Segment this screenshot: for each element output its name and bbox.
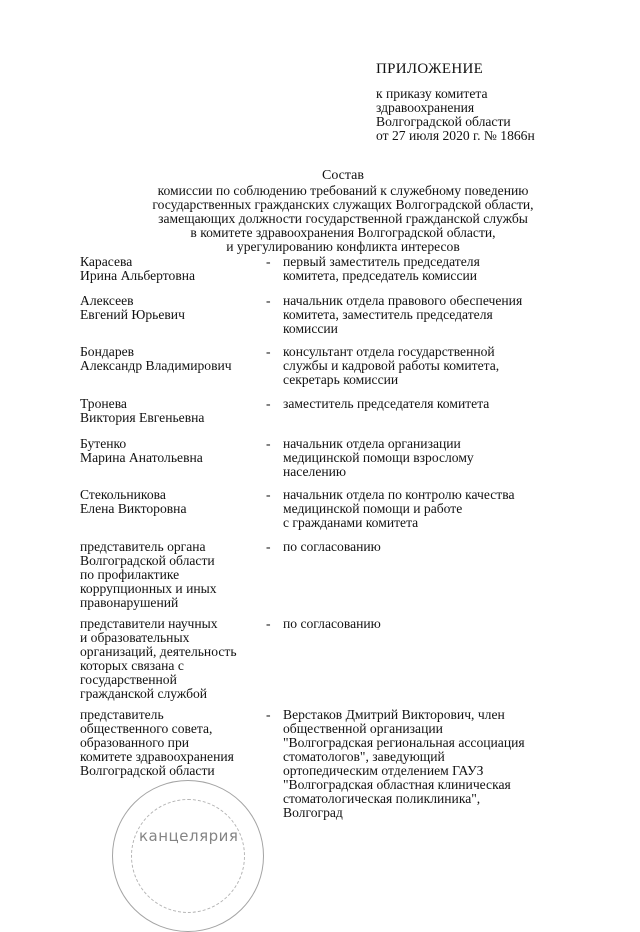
member-position: [283, 294, 562, 336]
composition-line: и урегулированию конфликта интересов: [226, 239, 460, 254]
position-line: "Волгоградская региональная ассоциация: [283, 735, 525, 750]
name-line: государственной: [80, 672, 177, 687]
name-line: представитель органа: [80, 539, 206, 554]
dash: -: [266, 487, 271, 502]
composition-heading: [60, 168, 626, 254]
appendix-line: здравоохранения: [376, 100, 475, 115]
member-position: [283, 617, 562, 631]
appendix-line: к приказу комитета: [376, 86, 488, 101]
name-line: организаций, деятельность: [80, 644, 237, 659]
appendix-line: Волгоградской области: [376, 114, 511, 129]
composition-line: комиссии по соблюдению требований к служебному поведению: [157, 183, 529, 198]
dash: -: [266, 616, 271, 631]
position-line: заместитель председателя комитета: [283, 396, 490, 411]
name-line: комитете здравоохранения: [80, 749, 234, 764]
member-position: [283, 437, 562, 479]
position-line: медицинской помощи взрослому: [283, 450, 474, 465]
name-line: общественного совета,: [80, 721, 213, 736]
name-line: Бутенко: [80, 436, 127, 451]
member-position: [283, 540, 562, 554]
position-line: консультант отдела государственной: [283, 344, 495, 359]
name-line: и образовательных: [80, 630, 190, 645]
name-line: правонарушений: [80, 595, 179, 610]
office-stamp: [112, 780, 264, 932]
composition-title: Состав: [321, 168, 364, 183]
name-line: Бондарев: [80, 344, 135, 359]
position-line: секретарь комиссии: [283, 372, 399, 387]
position-line: населению: [283, 464, 347, 479]
member-name: [80, 437, 256, 465]
member-name: [80, 397, 256, 425]
appendix-title: ПРИЛОЖЕНИЕ: [376, 61, 484, 77]
position-line: "Волгоградская областная клиническая: [283, 777, 511, 792]
stamp-text: канцелярия: [139, 827, 239, 845]
member-position: [283, 255, 562, 283]
name-line: Виктория Евгеньевна: [80, 410, 205, 425]
name-line: Евгений Юрьевич: [80, 307, 185, 322]
composition-line: государственных гражданских служащих Волгоградской области,: [152, 197, 534, 212]
name-line: Волгоградской области: [80, 763, 215, 778]
dash: -: [266, 254, 271, 269]
name-line: Карасева: [80, 254, 133, 269]
name-line: Марина Анатольевна: [80, 450, 203, 465]
dash: -: [266, 436, 271, 451]
name-line: Тронева: [80, 396, 127, 411]
position-line: начальник отдела правового обеспечения: [283, 293, 523, 308]
dash: -: [266, 539, 271, 554]
position-line: общественной организации: [283, 721, 443, 736]
member-name: [80, 488, 256, 516]
position-line: Волгоград: [283, 805, 343, 820]
position-line: комитета, председатель комиссии: [283, 268, 478, 283]
dash: -: [266, 344, 271, 359]
position-line: комитета, заместитель председателя: [283, 307, 493, 322]
appendix-header: [376, 60, 535, 143]
position-line: ортопедическим отделением ГАУЗ: [283, 763, 484, 778]
position-line: комиссии: [283, 321, 338, 336]
position-line: по согласованию: [283, 616, 381, 631]
position-line: Верстаков Дмитрий Викторович, член: [283, 707, 505, 722]
name-line: представители научных: [80, 616, 218, 631]
member-position: [283, 397, 562, 411]
position-line: начальник отдела по контролю качества: [283, 487, 515, 502]
member-name: [80, 345, 256, 373]
stamp-inner-ring: [131, 799, 245, 913]
name-line: по профилактике: [80, 567, 180, 582]
member-name: [80, 617, 256, 701]
composition-line: в комитете здравоохранения Волгоградской области,: [190, 225, 496, 240]
name-line: Ирина Альбертовна: [80, 268, 196, 283]
member-position: [283, 488, 562, 530]
name-line: Елена Викторовна: [80, 501, 187, 516]
position-line: с гражданами комитета: [283, 515, 419, 530]
position-line: медицинской помощи и работе: [283, 501, 463, 516]
name-line: Алексеев: [80, 293, 134, 308]
dash: -: [266, 707, 271, 722]
position-line: начальник отдела организации: [283, 436, 461, 451]
member-name: [80, 255, 256, 283]
member-name: [80, 708, 256, 778]
name-line: образованного при: [80, 735, 190, 750]
member-position: [283, 708, 562, 820]
appendix-line: от 27 июля 2020 г. № 1866н: [376, 128, 535, 143]
name-line: Волгоградской области: [80, 553, 215, 568]
name-line: коррупционных и иных: [80, 581, 217, 596]
position-line: стоматологическая поликлиника",: [283, 791, 481, 806]
name-line: представитель: [80, 707, 164, 722]
member-name: [80, 294, 256, 322]
dash: -: [266, 396, 271, 411]
position-line: службы и кадровой работы комитета,: [283, 358, 500, 373]
position-line: стоматологов", заведующий: [283, 749, 445, 764]
dash: -: [266, 293, 271, 308]
composition-line: замещающих должности государственной гражданской службы: [158, 211, 528, 226]
name-line: Александр Владимирович: [80, 358, 232, 373]
name-line: Стекольникова: [80, 487, 166, 502]
name-line: гражданской службой: [80, 686, 208, 701]
member-name: [80, 540, 256, 610]
position-line: по согласованию: [283, 539, 381, 554]
name-line: которых связана с: [80, 658, 184, 673]
member-position: [283, 345, 562, 387]
position-line: первый заместитель председателя: [283, 254, 480, 269]
